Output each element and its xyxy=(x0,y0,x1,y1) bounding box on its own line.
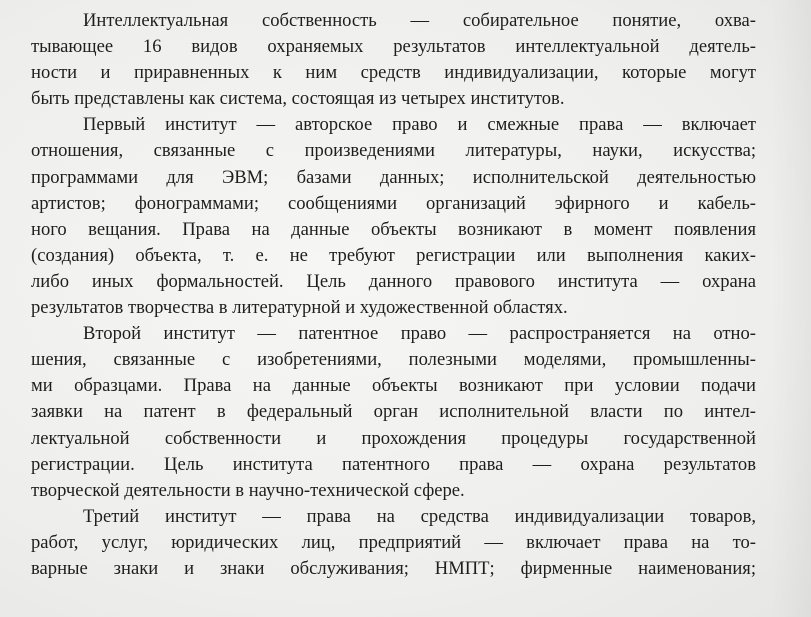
text-line: Первый институт — авторское право и смежные права — включает xyxy=(83,114,756,136)
text-line: ми образцами. Права на данные объекты возникают при условии подачи xyxy=(31,375,756,397)
text-line: отношения, связанные с произведениями литературы, науки, искусства; xyxy=(31,140,756,162)
text-line: варные знаки и знаки обслуживания; НМПТ; фирменные наименования; xyxy=(31,557,756,579)
text-line: результатов творчества в литературной и художественной областях. xyxy=(31,297,568,319)
text-line: либо иных формальностей. Цель данного правового института — охрана xyxy=(31,270,756,292)
text-line: ного вещания. Права на данные объекты возникают в момент появления xyxy=(31,218,756,240)
text-line: быть представлены как система, состоящая из четырех институтов. xyxy=(31,88,565,110)
paragraph-4 xyxy=(31,504,756,582)
paragraph-1 xyxy=(31,8,756,112)
text-line: программами для ЭВМ; базами данных; исполнительской деятельностью xyxy=(31,166,756,188)
text-line: Третий институт — права на средства индивидуализации товаров, xyxy=(83,505,756,527)
text-line: (создания) объекта, т. е. не требуют регистрации или выполнения каких- xyxy=(31,244,756,266)
paragraph-3 xyxy=(31,321,756,504)
paragraph-2 xyxy=(31,112,756,321)
text-line: работ, услуг, юридических лиц, предприятий — включает права на то- xyxy=(31,531,756,553)
text-line: артистов; фонограммами; сообщениями организаций эфирного и кабель- xyxy=(31,192,756,214)
text-line: тывающее 16 видов охраняемых результатов интеллектуальной деятель- xyxy=(31,36,756,58)
text-line: шения, связанные с изобретениями, полезными моделями, промышленны- xyxy=(31,349,756,371)
text-line: ности и приравненных к ним средств индивидуализации, которые могут xyxy=(31,62,756,84)
text-line: лектуальной собственности и прохождения процедуры государственной xyxy=(31,427,756,449)
text-block xyxy=(31,8,756,582)
text-line: творческой деятельности в научно-технической сфере. xyxy=(31,479,465,501)
text-line: заявки на патент в федеральный орган исполнительной власти по интел- xyxy=(31,401,756,423)
text-line: Интеллектуальная собственность — собирательное понятие, охва- xyxy=(83,10,756,31)
text-line: регистрации. Цель института патентного права — охрана результатов xyxy=(31,453,756,475)
text-line: Второй институт — патентное право — распространяется на отно- xyxy=(83,323,756,345)
